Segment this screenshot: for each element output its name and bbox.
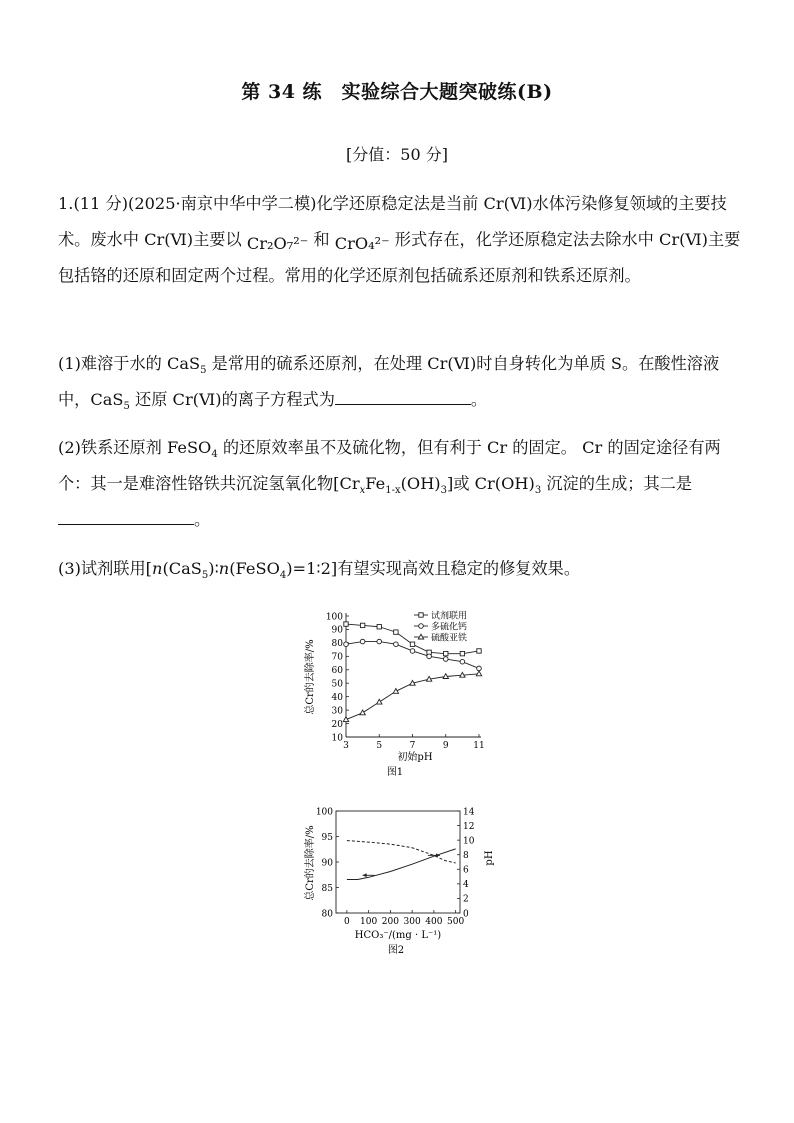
answer-blank-2[interactable] xyxy=(58,523,194,525)
figure-2-y2-tick-label: 12 xyxy=(463,821,475,832)
figure-2-y2-tick-label: 8 xyxy=(463,851,469,862)
figure-1-data-point xyxy=(444,651,448,655)
figure-1-data-point xyxy=(394,630,398,634)
figure-1-data-point xyxy=(460,659,465,664)
figure-1-x-tick-label: 9 xyxy=(442,741,449,751)
figure-1-data-point xyxy=(394,642,399,647)
figure-1-legend-label: 试剂联用 xyxy=(431,611,468,622)
figure-1-data-point xyxy=(377,699,382,704)
figure-2-y2-tick-label: 4 xyxy=(463,880,469,891)
figure-1-caption: 图1 xyxy=(386,767,404,778)
page-title: 第 34 练 实验综合大题突破练(B) xyxy=(241,81,553,103)
figure-1-y-axis-label: 总Cr的去除率/% xyxy=(305,639,316,715)
figure-1-data-point xyxy=(410,642,414,646)
figure-2-removal-rate-line xyxy=(347,841,456,863)
figure-1-y-tick-label: 80 xyxy=(331,639,343,650)
figure-2-y2-tick-label: 14 xyxy=(463,807,475,818)
question-intro: 1.(11 分)(2025·南京中华中学二模)化学还原稳定法是当前 Cr(Ⅵ)水体污染修复领域的主要技术。废水中 Cr(Ⅵ)主要以 Cr₂O₇²⁻ 和 CrO₄²⁻ 形式存在，化学还原稳定法去除水中 Cr(Ⅵ)主要包括铬的还原和固定两个过程。常用的化学还原剂包括硫系还原剂和铁系还原剂。 xyxy=(58,194,741,285)
dichromate-formula: Cr₂O₇²⁻ xyxy=(246,234,309,253)
figure-2-axis-arrowhead xyxy=(363,873,367,877)
figure-2-x-tick-label: 0 xyxy=(344,917,350,927)
figure-1-data-point xyxy=(443,657,448,662)
question-part-2: (2)铁系还原剂 FeSO$_4$ 的还原效率虽不及硫化物，但有利于 Cr 的固定。 Cr 的固定途径有两个：其一是难溶性铬铁共沉淀氢氧化物$[Cr_xFe_{1-x}(OH)_3]$或 $Cr(OH)_3$ 沉淀的生成；其二是。 xyxy=(58,438,721,529)
figure-1-x-axis-label: 初始pH xyxy=(397,752,433,763)
figure-2-y-tick-label: 95 xyxy=(321,832,333,843)
figure-2-y-axis-label: 总Cr的去除率/% xyxy=(305,825,316,901)
figure-1-data-point xyxy=(360,623,364,627)
figure-2-x-tick-label: 500 xyxy=(447,917,465,927)
figure-1-data-point xyxy=(427,654,432,659)
figure-1-data-point xyxy=(477,649,481,653)
figure-2-y2-axis-label: pH xyxy=(484,850,495,866)
answer-blank-1[interactable] xyxy=(335,403,471,405)
figure-2-x-tick-label: 100 xyxy=(360,917,378,927)
figure-1-data-point xyxy=(360,639,365,644)
figure-1-y-tick-label: 40 xyxy=(331,692,343,703)
figure-2-y2-tick-label: 2 xyxy=(463,894,469,905)
score-label: [分值：50 分] xyxy=(346,145,448,164)
figure-2-x-tick-label: 400 xyxy=(425,917,443,927)
chromate-formula: CrO₄²⁻ xyxy=(334,234,390,253)
figure-1-x-tick-label: 5 xyxy=(376,741,383,751)
figure-1-data-point xyxy=(344,622,348,626)
figure-1-legend-marker xyxy=(419,624,424,629)
figure-1-x-tick-label: 11 xyxy=(473,741,485,751)
figure-2-caption: 图2 xyxy=(387,945,405,956)
figure-1-x-tick-label: 3 xyxy=(343,741,349,751)
figure-1-data-point xyxy=(360,710,365,715)
figure-1-y-tick-label: 20 xyxy=(331,719,343,730)
figure-2-chart xyxy=(298,800,508,962)
question-part-1: (1)难溶于水的 CaS$_5$ 是常用的硫系还原剂，在处理 Cr(Ⅵ)时自身转化为单质 S。在酸性溶液中，CaS$_5$ 还原 Cr(Ⅵ)的离子方程式为 。 xyxy=(58,354,720,413)
figure-2-y2-tick-label: 0 xyxy=(463,909,469,920)
figure-1-y-tick-label: 100 xyxy=(325,612,343,623)
figure-1-y-tick-label: 30 xyxy=(331,706,343,717)
figure-2-y2-tick-label: 6 xyxy=(463,865,469,876)
figure-1-data-point xyxy=(477,666,482,671)
figure-1-y-tick-label: 60 xyxy=(331,666,343,677)
figure-1-chart xyxy=(298,605,498,780)
figure-1-y-tick-label: 10 xyxy=(331,733,343,744)
figure-2-x-tick-label: 200 xyxy=(381,917,399,927)
figure-1-data-point xyxy=(344,642,349,647)
figure-1-data-point xyxy=(393,688,398,693)
figure-2-y-tick-label: 100 xyxy=(315,807,333,818)
figure-2-y2-tick-label: 10 xyxy=(463,836,475,847)
figure-1-legend-label: 多硫化钙 xyxy=(431,622,468,633)
figure-2-y-tick-label: 80 xyxy=(321,909,333,920)
question-part-3: (3)试剂联用[n(CaS$_5$)∶n(FeSO$_4$)=1∶2]有望实现高效且稳定的修复效果。 xyxy=(58,559,581,582)
figure-1-y-tick-label: 70 xyxy=(331,652,343,663)
figure-1-data-point xyxy=(476,671,481,676)
figure-2-x-axis-label: HCO₃⁻/(mg · L⁻¹) xyxy=(354,930,442,941)
figure-2-y-tick-label: 90 xyxy=(321,858,333,869)
figure-1-y-tick-label: 50 xyxy=(331,679,343,690)
figure-2-plot-frame xyxy=(336,811,460,913)
figure-1-legend-marker xyxy=(419,613,423,617)
figure-1-data-point xyxy=(410,649,415,654)
figure-1-data-point xyxy=(460,651,464,655)
figure-1-legend-label: 硫酸亚铁 xyxy=(431,633,468,644)
figure-1-y-tick-label: 90 xyxy=(331,625,343,636)
figure-2-y-tick-label: 85 xyxy=(321,883,333,894)
figure-1-data-point xyxy=(377,625,381,629)
figure-1-x-tick-label: 7 xyxy=(409,741,416,751)
figure-2-x-tick-label: 300 xyxy=(403,917,421,927)
figure-1-data-point xyxy=(377,639,382,644)
